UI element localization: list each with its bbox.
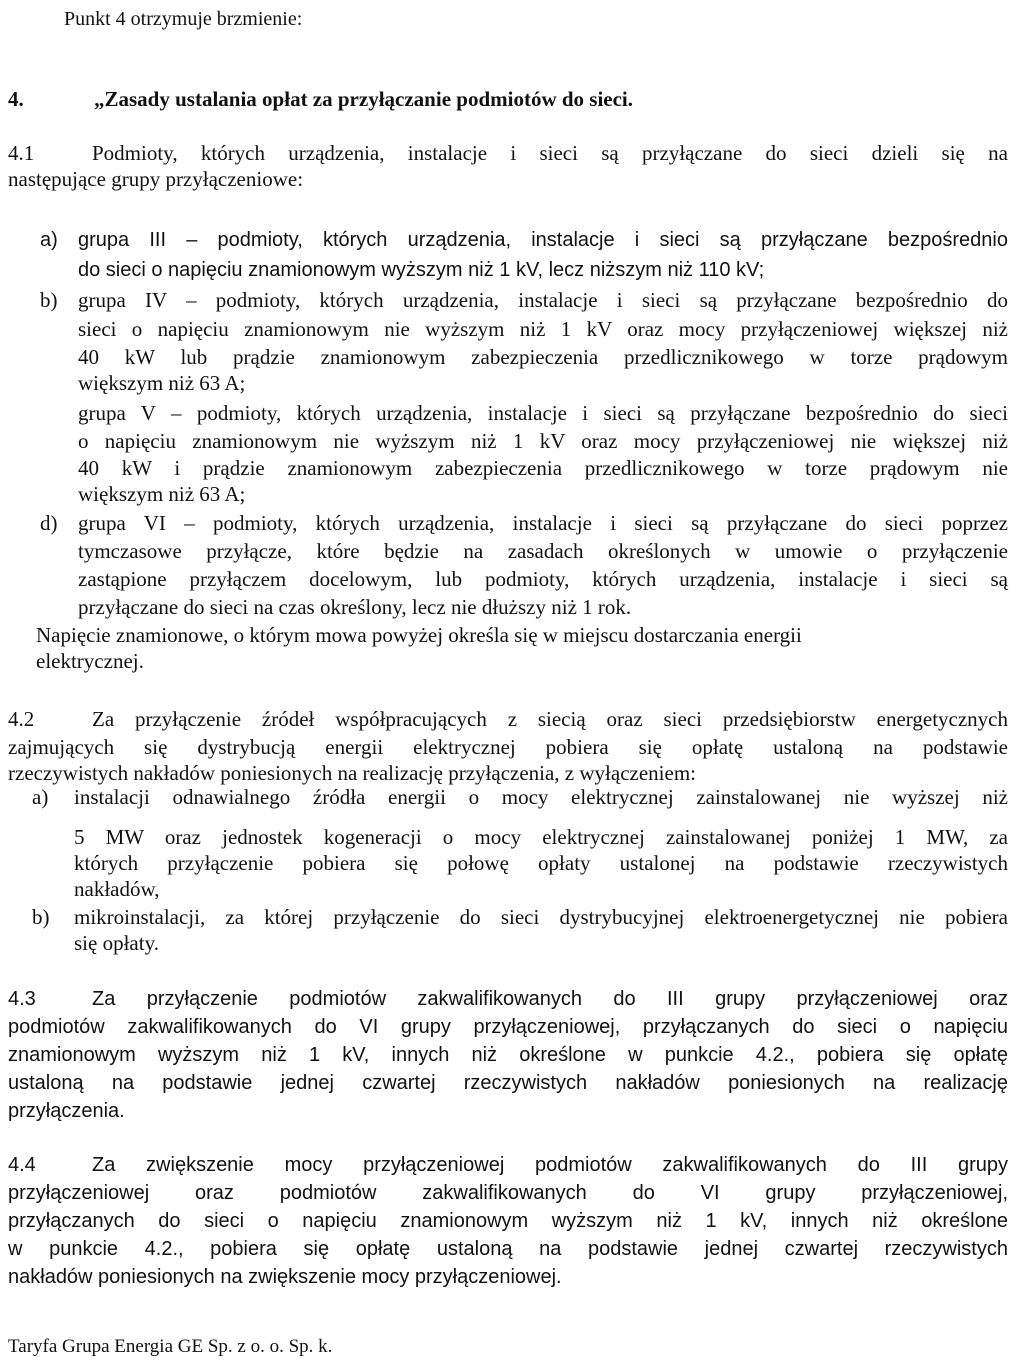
section-4-1-note-line-1: Napięcie znamionowe, o którym mowa powyżej określa się w miejscu dostarczania energii: [36, 623, 802, 647]
section-4-3-line-3: znamionowym wyższym niż 1 kV, innych niż określone w punkcie 4.2., pobiera się opłatę: [8, 1044, 1008, 1066]
item-d-line-2: tymczasowe przyłącze, które będzie na zasadach określonych w umowie o przyłączenie: [78, 539, 1008, 563]
item-b-line-2: sieci o napięciu znamionowym nie wyższym niż 1 kV oraz mocy przyłączeniowej większej niż: [78, 317, 1008, 341]
section-4-2-item-b-line-1: mikroinstalacji, za której przyłączenie do sieci dystrybucyjnej elektroenergetycznej nie pobiera: [74, 905, 1008, 929]
item-b-line-1: grupa IV – podmioty, których urządzenia, instalacje i sieci są przyłączane bezpośrednio do: [78, 288, 1008, 312]
section-4-2-item-a-line-2: 5 MW oraz jednostek kogeneracji o mocy elektrycznej zainstalowanej poniżej 1 MW, za: [74, 825, 1008, 849]
item-a-line-1: grupa III – podmioty, których urządzenia, instalacje i sieci są przyłączane bezpośrednio: [78, 229, 1008, 251]
section-4-2-item-b-line-2: się opłaty.: [74, 931, 159, 955]
section-4-3-number: 4.3: [8, 988, 36, 1010]
section-4-2-line-2: zajmujących się dystrybucją energii elektrycznej pobiera się opłatę ustaloną na podstawie: [8, 735, 1008, 759]
section-4-2-item-a-line-4: nakładów,: [74, 877, 160, 901]
section-4-number: 4.: [8, 87, 24, 111]
section-4-4-number: 4.4: [8, 1154, 36, 1176]
item-c-line-4: większym niż 63 A;: [78, 482, 246, 506]
footer-text: Taryfa Grupa Energia GE Sp. z o. o. Sp. k.: [8, 1336, 333, 1357]
section-4-4-line-4: w punkcie 4.2., pobiera się opłatę ustaloną na podstawie jednej czwartej rzeczywistych: [8, 1238, 1008, 1260]
section-4-3-line-2: podmiotów zakwalifikowanych do VI grupy przyłączeniowej, przyłączanych do sieci o napięciu: [8, 1016, 1008, 1038]
section-4-2-line-1: Za przyłączenie źródeł współpracujących z siecią oraz sieci przedsiębiorstw energetycznych: [92, 707, 1008, 731]
item-d-line-4: przyłączane do sieci na czas określony, lecz nie dłuższy niż 1 rok.: [78, 595, 632, 619]
item-a-line-2: do sieci o napięciu znamionowym wyższym niż 1 kV, lecz niższym niż 110 kV;: [78, 259, 765, 281]
section-4-3-line-5: przyłączenia.: [8, 1100, 125, 1122]
section-4-1-line-2: następujące grupy przyłączeniowe:: [8, 167, 304, 191]
section-4-3-line-4: ustaloną na podstawie jednej czwartej rzeczywistych nakładów poniesionych na realizację: [8, 1072, 1008, 1094]
item-d-line-1: grupa VI – podmioty, których urządzenia, instalacje i sieci są przyłączane do sieci poprzez: [78, 511, 1008, 535]
section-4-4-line-3: przyłączanych do sieci o napięciu znamionowym wyższym niż 1 kV, innych niż określone: [8, 1210, 1008, 1232]
item-c-line-2: o napięciu znamionowym nie wyższym niż 1 kV oraz mocy przyłączeniowej nie większej niż: [78, 429, 1008, 453]
item-b-marker: b): [40, 288, 58, 312]
section-4-4-line-5: nakładów poniesionych na zwiększenie mocy przyłączeniowej.: [8, 1266, 562, 1288]
section-4-2-item-a-line-1: instalacji odnawialnego źródła energii o mocy elektrycznej zainstalowanej nie wyższej niż: [74, 785, 1008, 809]
item-b-line-4: większym niż 63 A;: [78, 371, 246, 395]
item-b-line-3: 40 kW lub prądzie znamionowym zabezpieczenia przedlicznikowego w torze prądowym: [78, 345, 1008, 369]
section-4-4-line-2: przyłączeniowej oraz podmiotów zakwalifikowanych do VI grupy przyłączeniowej,: [8, 1182, 1008, 1204]
item-c-line-1: grupa V – podmioty, których urządzenia, instalacje i sieci są przyłączane bezpośrednio do sieci: [78, 401, 1008, 425]
item-d-marker: d): [40, 511, 58, 535]
intro-text: Punkt 4 otrzymuje brzmienie:: [64, 8, 303, 30]
item-a-marker: a): [40, 229, 58, 251]
section-4-1-number: 4.1: [8, 141, 35, 165]
section-4-2-item-a-line-3: których przyłączenie pobiera się połowę opłaty ustalonej na podstawie rzeczywistych: [74, 851, 1008, 875]
section-4-2-line-3: rzeczywistych nakładów poniesionych na realizację przyłączenia, z wyłączeniem:: [8, 761, 696, 785]
section-4-2-item-a-marker: a): [32, 785, 49, 809]
section-4-2-item-b-marker: b): [32, 905, 50, 929]
item-d-line-3: zastąpione przyłączem docelowym, lub podmioty, których urządzenia, instalacje i sieci są: [78, 567, 1008, 591]
item-c-line-3: 40 kW i prądzie znamionowym zabezpieczenia przedlicznikowego w torze prądowym nie: [78, 456, 1008, 480]
section-4-1-line-1: Podmioty, których urządzenia, instalacje i sieci są przyłączane do sieci dzieli się na: [92, 141, 1008, 165]
section-4-1-note-line-2: elektrycznej.: [36, 649, 144, 673]
section-4-3-line-1: Za przyłączenie podmiotów zakwalifikowanych do III grupy przyłączeniowej oraz: [92, 988, 1008, 1010]
section-4-2-number: 4.2: [8, 707, 35, 731]
section-4-4-line-1: Za zwiększenie mocy przyłączeniowej podmiotów zakwalifikowanych do III grupy: [92, 1154, 1008, 1176]
section-4-title: „Zasady ustalania opłat za przyłączanie podmiotów do sieci.: [94, 87, 634, 111]
